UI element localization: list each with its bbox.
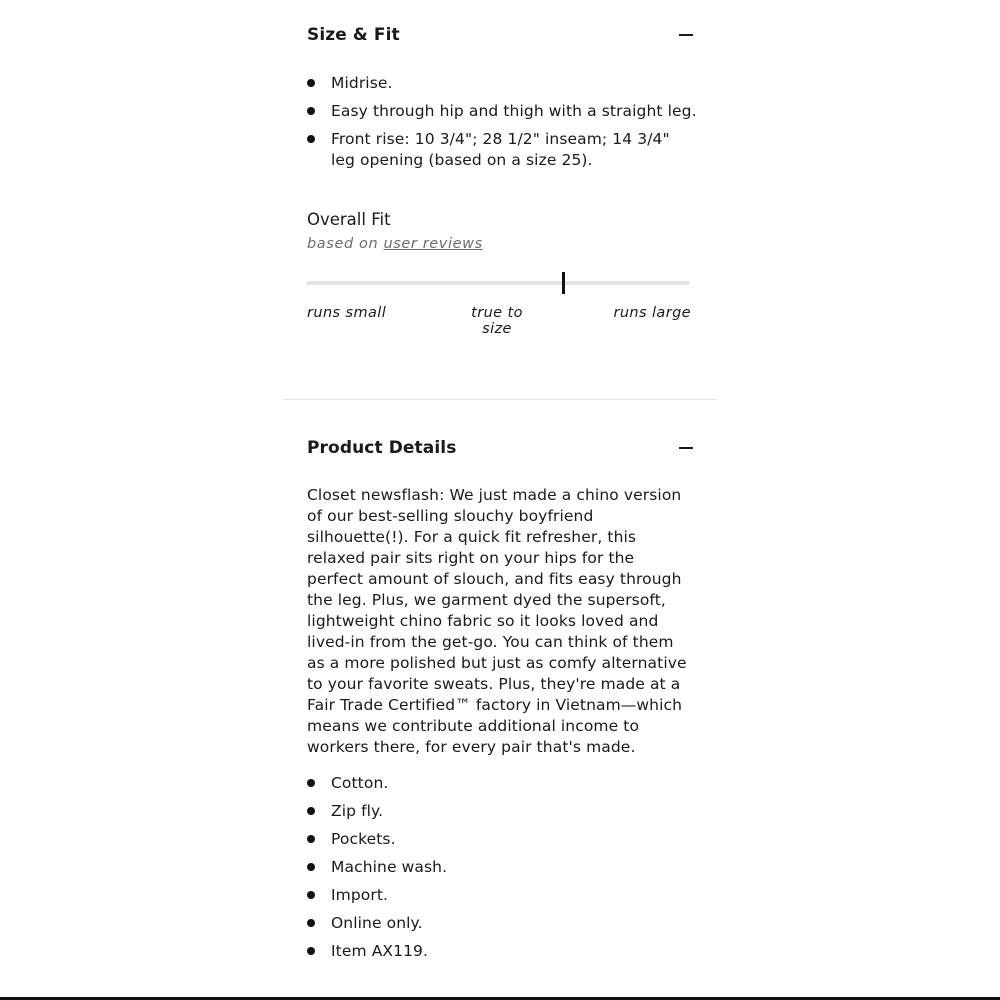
list-item: Machine wash.	[307, 857, 697, 878]
bullet-icon	[307, 107, 315, 115]
bullet-icon	[307, 807, 315, 815]
bullet-icon	[307, 79, 315, 87]
bullet-icon	[307, 779, 315, 787]
product-info-panel	[283, 0, 717, 1000]
list-item: Easy through hip and thigh with a straight leg.	[307, 101, 697, 122]
bullet-icon	[307, 863, 315, 871]
bullet-icon	[307, 135, 315, 143]
product-details-title: Product Details	[307, 438, 457, 458]
scale-label-true: true to size	[471, 305, 523, 337]
scale-label-small: runs small	[307, 305, 387, 321]
size-fit-title: Size & Fit	[307, 25, 400, 45]
size-fit-list	[307, 73, 697, 178]
size-fit-header[interactable]	[307, 20, 693, 50]
list-item: Item AX119.	[307, 941, 697, 962]
bullet-icon	[307, 947, 315, 955]
list-item: Front rise: 10 3/4"; 28 1/2" inseam; 14 3/4" leg opening (based on a size 25).	[307, 129, 697, 171]
product-details-header[interactable]	[307, 433, 693, 463]
overall-fit-subtitle: based on user reviews	[307, 236, 483, 252]
product-details-list	[307, 773, 697, 969]
fit-scale-marker	[562, 272, 565, 294]
list-item: Midrise.	[307, 73, 697, 94]
section-divider	[283, 399, 717, 400]
bullet-icon	[307, 919, 315, 927]
list-item: Import.	[307, 885, 697, 906]
list-item: Zip fly.	[307, 801, 697, 822]
scale-label-large: runs large	[613, 305, 691, 321]
fit-scale-track	[307, 281, 689, 285]
bullet-icon	[307, 835, 315, 843]
product-description: Closet newsflash: We just made a chino version of our best-selling slouchy boyfriend silhouette(!). For a quick fit refresher, this relaxed pair sits right on your hips for the perfect amount of slouch, and fits easy through the leg. Plus, we garment dyed the supersoft, lightweight chino fabric so it looks loved and lived-in from the get-go. You can think of them as a more polished but just as comfy alternative to your favorite sweats. Plus, they're made at a Fair Trade Certified™ factory in Vietnam—which means we contribute additional income to workers there, for every pair that's made.	[307, 486, 687, 756]
list-item: Pockets.	[307, 829, 697, 850]
overall-fit-title: Overall Fit	[307, 210, 391, 229]
bullet-icon	[307, 891, 315, 899]
minus-icon[interactable]	[679, 441, 693, 455]
minus-icon[interactable]	[679, 28, 693, 42]
list-item: Online only.	[307, 913, 697, 934]
user-reviews-link[interactable]: user reviews	[383, 236, 483, 252]
list-item: Cotton.	[307, 773, 697, 794]
